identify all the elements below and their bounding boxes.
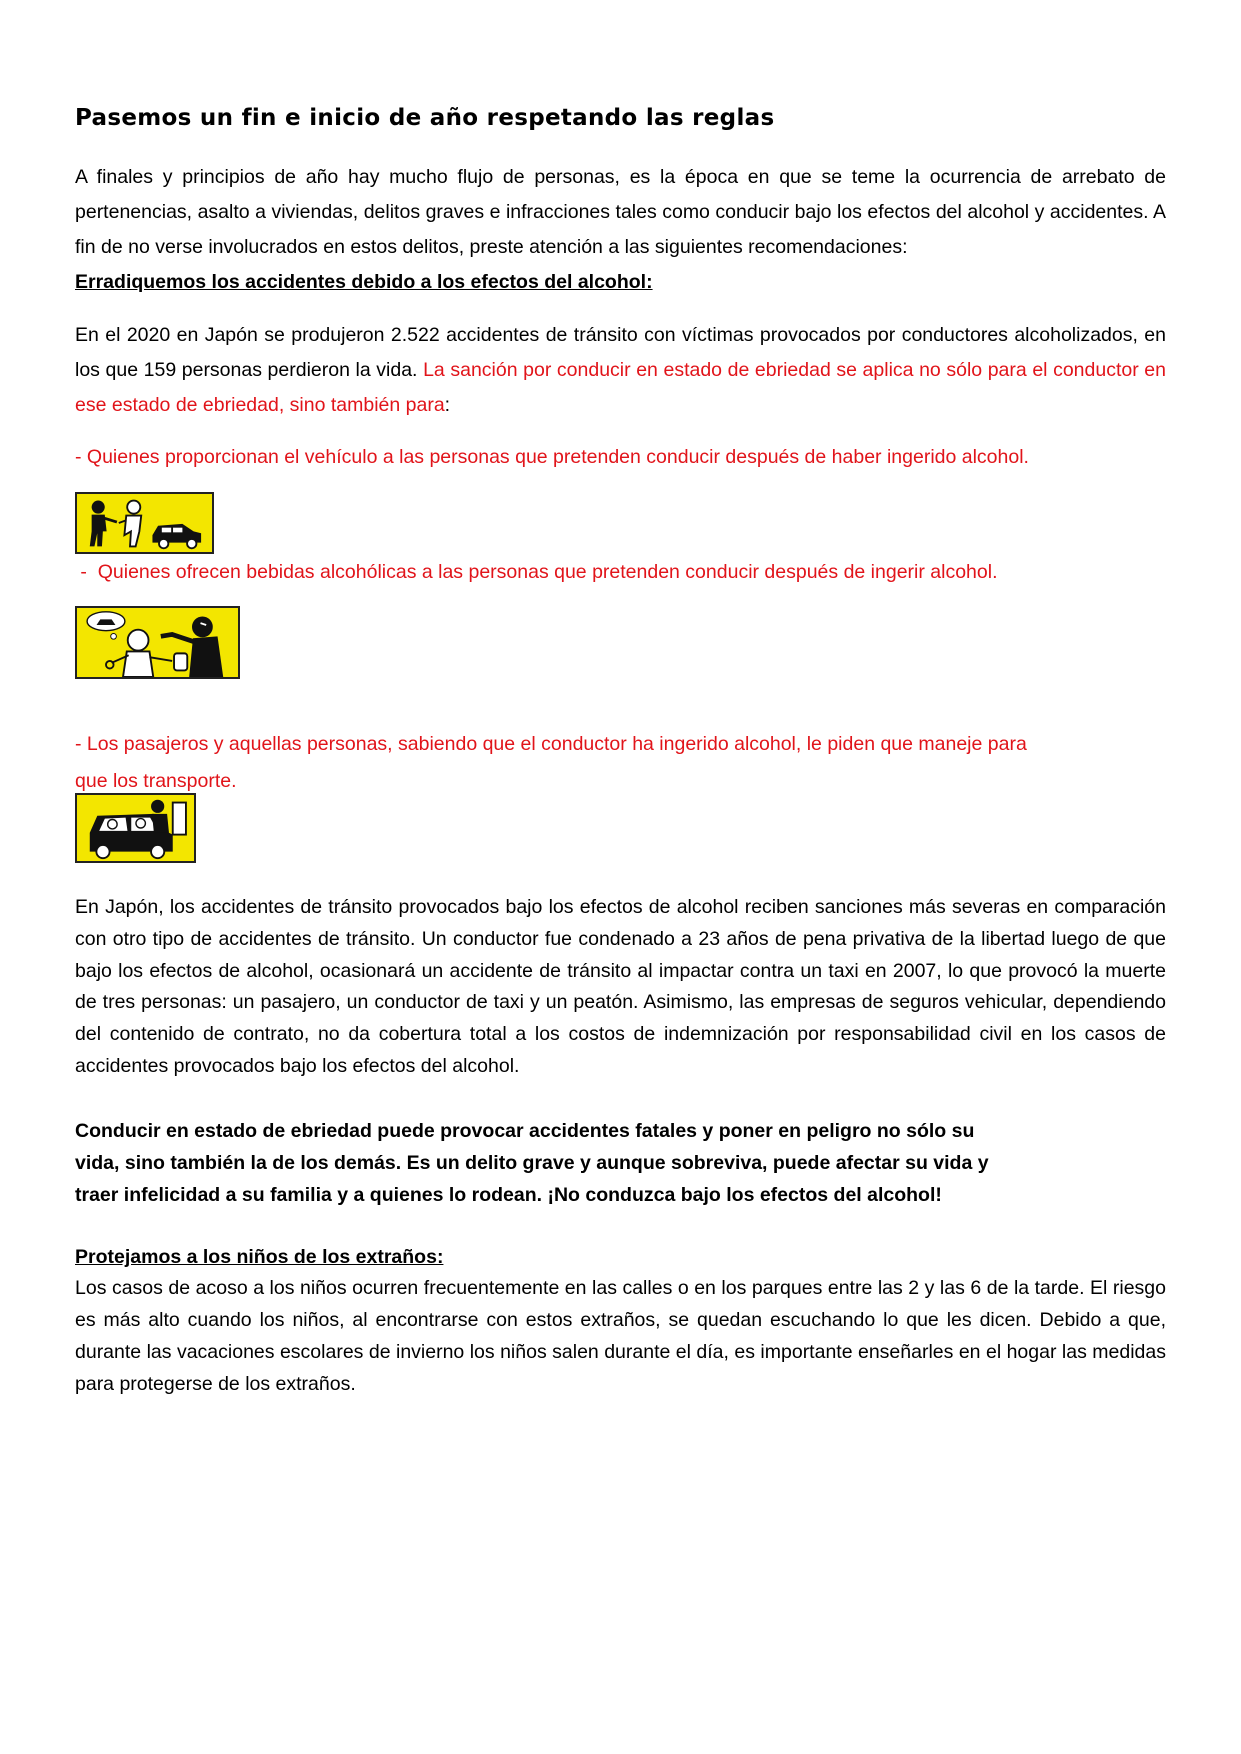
sanction-text: La sanción por conducir en estado de ebriedad se aplica no sólo para el conductor en ese estado de ebriedad, sino también para — [75, 359, 1167, 416]
car-key-handover-icon — [77, 494, 212, 552]
bullet-vehicle-providers: - Quienes proporcionan el vehículo a las personas que pretenden conducir después de haber ingerido alcohol. — [75, 446, 1029, 468]
passengers-drunk-driver-icon — [77, 795, 194, 861]
bullet-alcohol-providers: - Quienes ofrecen bebidas alcohólicas a las personas que pretenden conducir después de ingerir alcohol. — [75, 561, 998, 583]
stats-text: En el 2020 en Japón se produjeron 2.522 accidentes de tránsito con víctimas provocados por conductores alcoholizados, en los que 159 personas perdieron la vida. — [75, 324, 1166, 381]
section1-heading: Erradiquemos los accidentes debido a los efectos del alcohol: — [75, 271, 653, 293]
intro-paragraph: A finales y principios de año hay mucho flujo de personas, es la época en que se teme la ocurrencia de arrebato de pertenencias, asalto a viviendas, delitos graves e infracciones tales como conducir bajo los efectos del alcohol y accidentes. A fin de no verse involucrados en estos delitos, preste atención a las siguientes recomendaciones: — [75, 166, 1166, 258]
section2-heading: Protejamos a los niños de los extraños: — [75, 1246, 444, 1268]
section1-paragraph — [75, 318, 1166, 423]
section2-paragraph: Los casos de acoso a los niños ocurren frecuentemente en las calles o en los parques entre las 2 y las 6 de la tarde. El riesgo es más alto cuando los niños, al encontrarse con estos extraños, se quedan escuchando lo que les dicen. Debido a que, durante las vacaciones escolares de invierno los niños salen durante el día, es importante enseñarles en el hogar las medidas para protegerse de los extraños. — [75, 1277, 1166, 1395]
section1-paragraph2: En Japón, los accidentes de tránsito provocados bajo los efectos de alcohol reciben sanciones más severas en comparación con otro tipo de accidentes de tránsito. Un conductor fue condenado a 23 años de pena privativa de la libertad luego de que bajo los efectos de alcohol, ocasionará un accidente de tránsito al impactar contra un taxi en 2007, lo que provocó la muerte de tres personas: un pasajero, un conductor de taxi y un peatón. Asimismo, las empresas de seguros vehicular, dependiendo del contenido de contrato, no da cobertura total a los costos de indemnización por responsabilidad civil en los casos de accidentes provocados bajo los efectos del alcohol. — [75, 896, 1166, 1077]
offering-alcohol-pictogram — [75, 606, 240, 679]
page-title: Pasemos un fin e inicio de año respetando las reglas — [75, 105, 775, 131]
colon: : — [444, 394, 451, 416]
offering-alcohol-icon — [77, 608, 238, 677]
car-key-handover-pictogram — [75, 492, 214, 554]
warning-bold-paragraph: Conducir en estado de ebriedad puede provocar accidentes fatales y poner en peligro no sólo su vida, sino también la de los demás. Es un delito grave y aunque sobreviva, puede afectar su vida y traer infelicidad a su familia y a quienes lo rodean. ¡No conduzca bajo los efectos del alcohol! — [75, 1120, 989, 1206]
bullet-passengers: - Los pasajeros y aquellas personas, sabiendo que el conductor ha ingerido alcohol, le piden que maneje para que los transporte. — [75, 733, 1027, 792]
passengers-drunk-driver-pictogram — [75, 793, 196, 863]
